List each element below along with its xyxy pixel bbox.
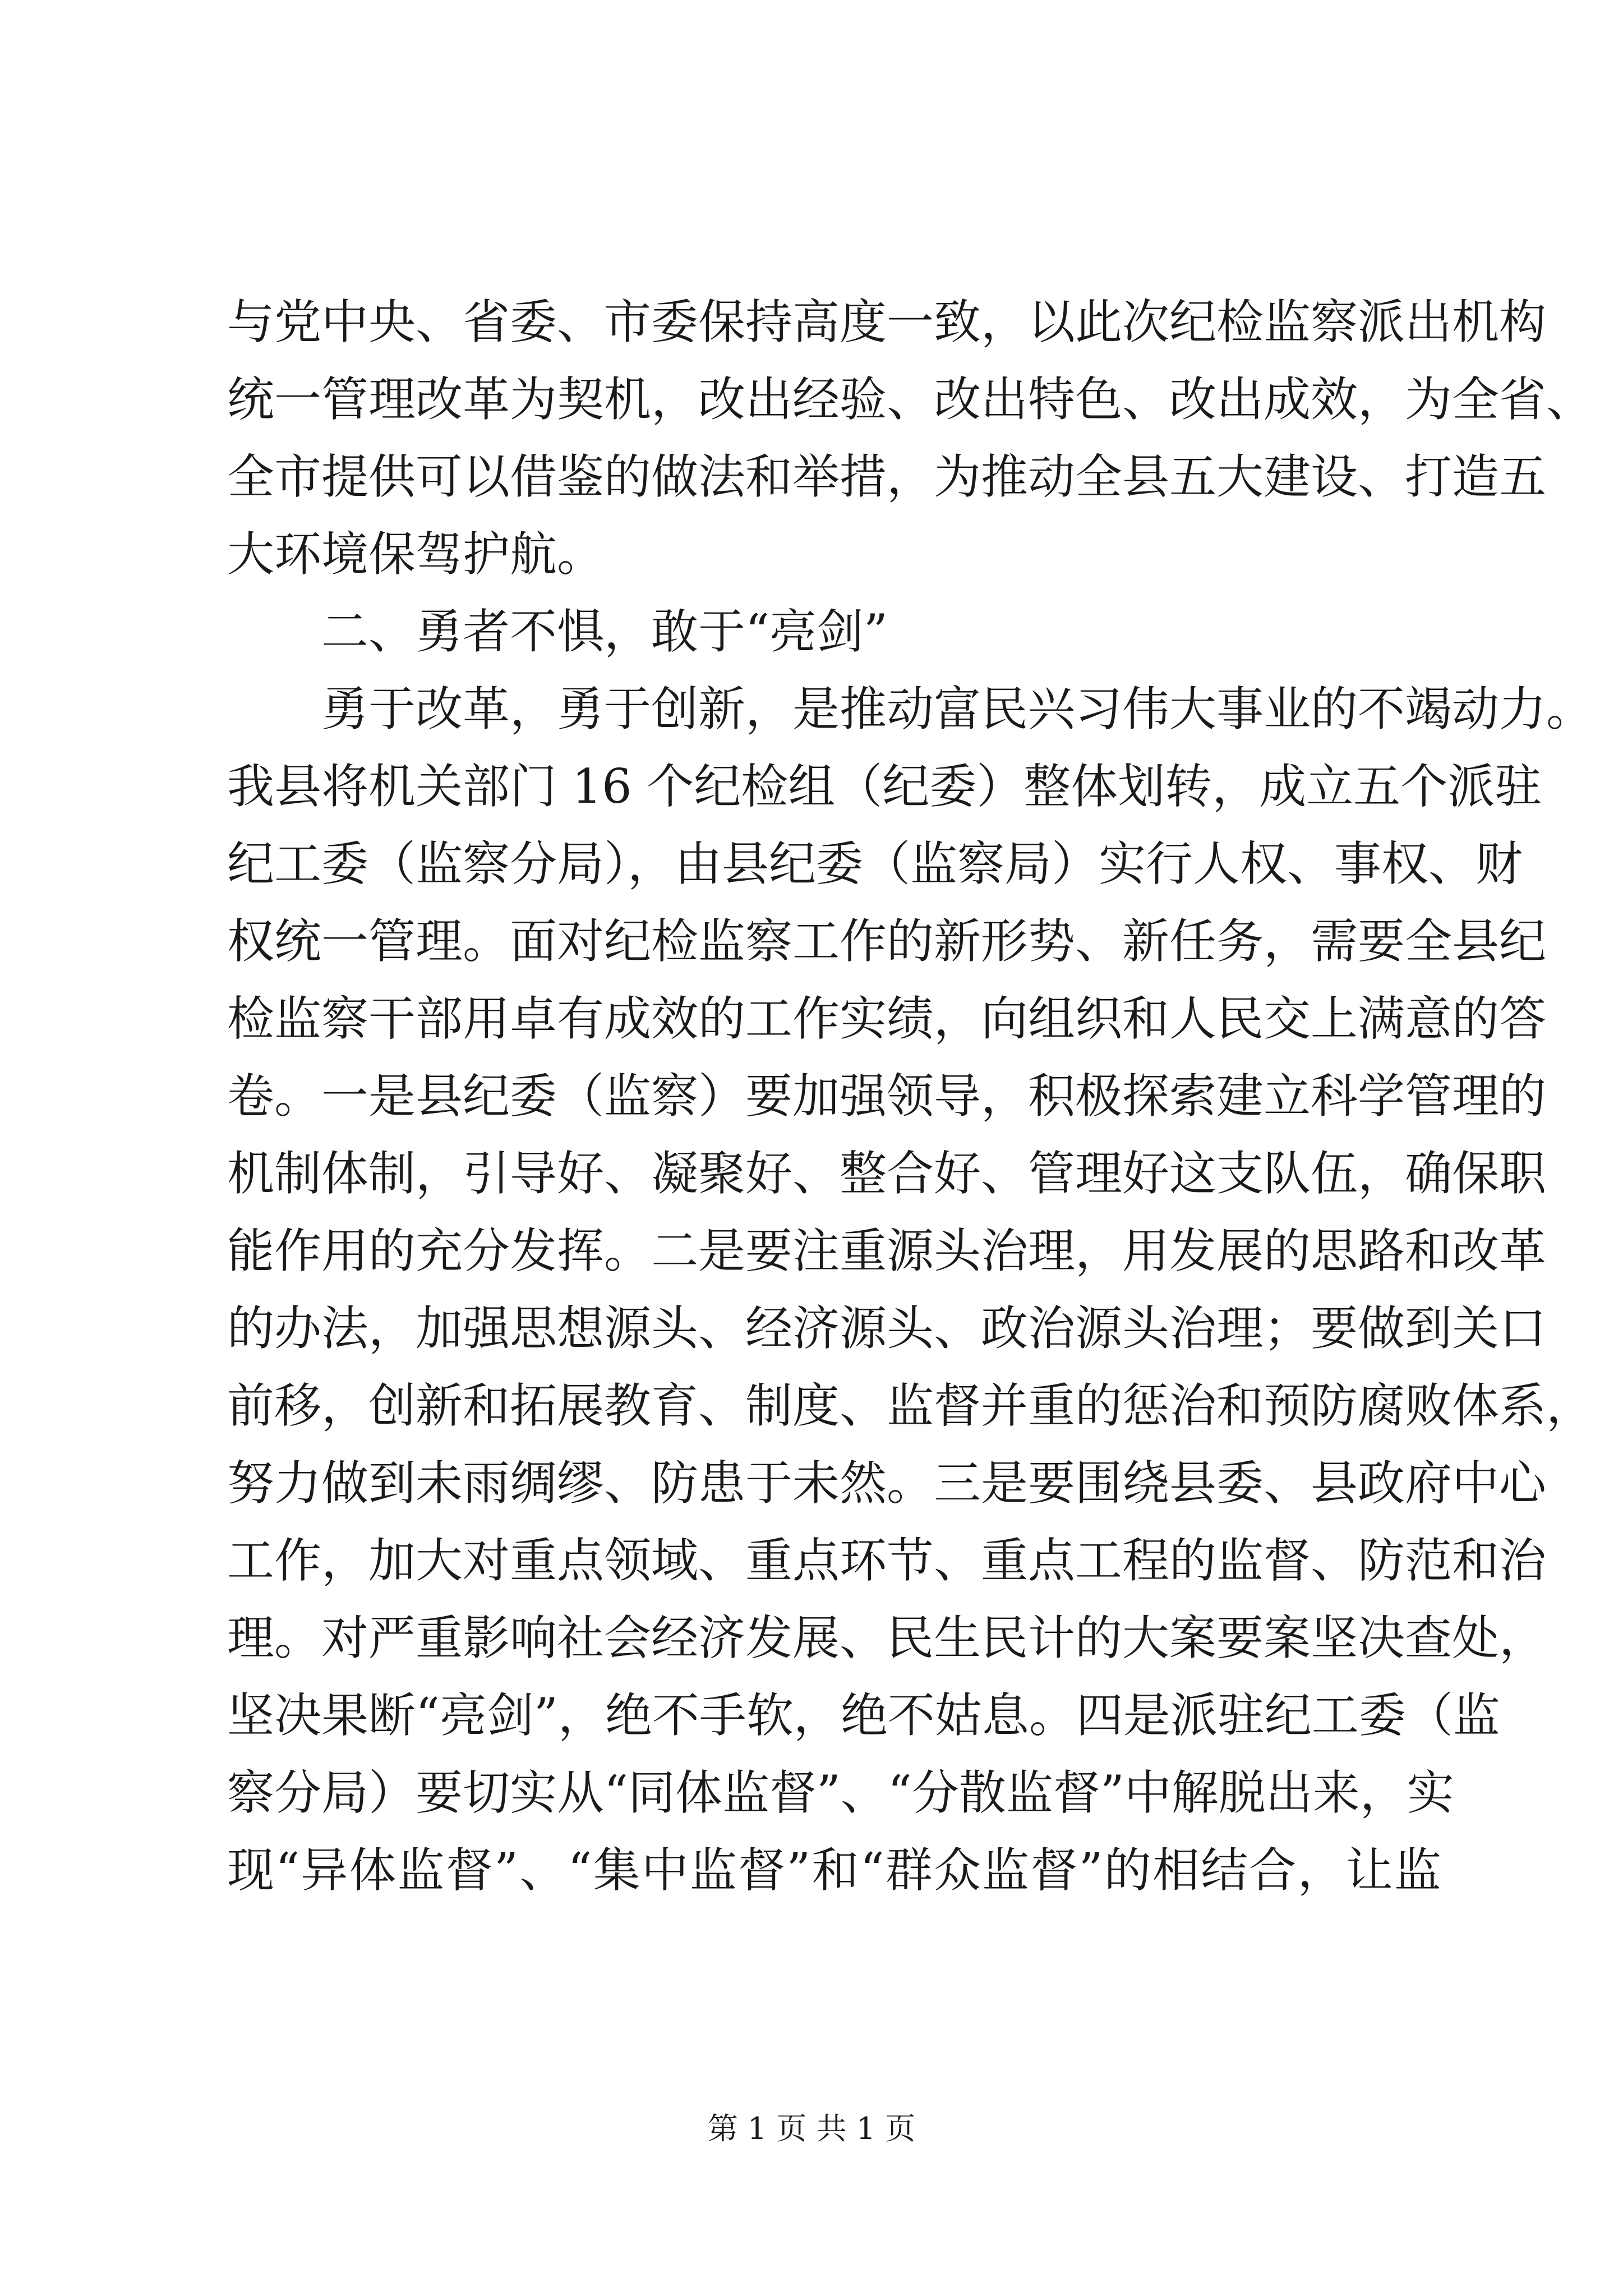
text-line: 勇于改革，勇于创新，是推动富民兴习伟大事业的不竭动力。 xyxy=(321,682,1594,737)
text-line: 全市提供可以借鉴的做法和举措，为推动全县五大建设、打造五 xyxy=(227,449,1547,504)
text-line: 察分局）要切实从“同体监督”、“分散监督”中解脱出来，实 xyxy=(227,1765,1454,1820)
page-number: 第 1 页 共 1 页 xyxy=(707,2111,916,2146)
text-line: 现“异体监督”、“集中监督”和“群众监督”的相结合，让监 xyxy=(227,1843,1441,1898)
text-line: 权统一管理。面对纪检监察工作的新形势、新任务，需要全县纪 xyxy=(227,914,1547,969)
text-line: 努力做到未雨绸缪、防患于未然。三是要围绕县委、县政府中心 xyxy=(227,1456,1547,1511)
text-line: 能作用的充分发挥。二是要注重源头治理，用发展的思路和改革 xyxy=(227,1223,1547,1278)
text-line: 的办法，加强思想源头、经济源头、政治源头治理；要做到关口 xyxy=(227,1301,1547,1356)
text-line: 大环境保驾护航。 xyxy=(227,527,605,582)
text-line: 前移，创新和拓展教育、制度、监督并重的惩治和预防腐败体系， xyxy=(227,1378,1594,1433)
text-line: 坚决果断“亮剑”，绝不手软，绝不姑息。四是派驻纪工委（监 xyxy=(227,1688,1500,1743)
section-heading: 二、勇者不惧，敢于“亮剑” xyxy=(321,604,888,659)
text-line: 统一管理改革为契机，改出经验、改出特色、改出成效，为全省、 xyxy=(227,372,1594,427)
text-line: 纪工委（监察分局），由县纪委（监察局）实行人权、事权、财 xyxy=(227,836,1523,891)
text-line: 卷。一是县纪委（监察）要加强领导，积极探索建立科学管理的 xyxy=(227,1069,1547,1124)
text-line: 与党中央、省委、市委保持高度一致，以此次纪检监察派出机构 xyxy=(227,295,1547,349)
document-body xyxy=(227,283,1594,1909)
text-line: 检监察干部用卓有成效的工作实绩，向组织和人民交上满意的答 xyxy=(227,991,1547,1046)
text-line: 机制体制，引导好、凝聚好、整合好、管理好这支队伍，确保职 xyxy=(227,1146,1547,1201)
page-footer xyxy=(0,2106,1623,2151)
text-line: 工作，加大对重点领域、重点环节、重点工程的监督、防范和治 xyxy=(227,1533,1547,1588)
text-line: 我县将机关部门 16 个纪检组（纪委）整体划转，成立五个派驻 xyxy=(227,759,1542,814)
text-line: 理。对严重影响社会经济发展、民生民计的大案要案坚决查处， xyxy=(227,1611,1547,1665)
